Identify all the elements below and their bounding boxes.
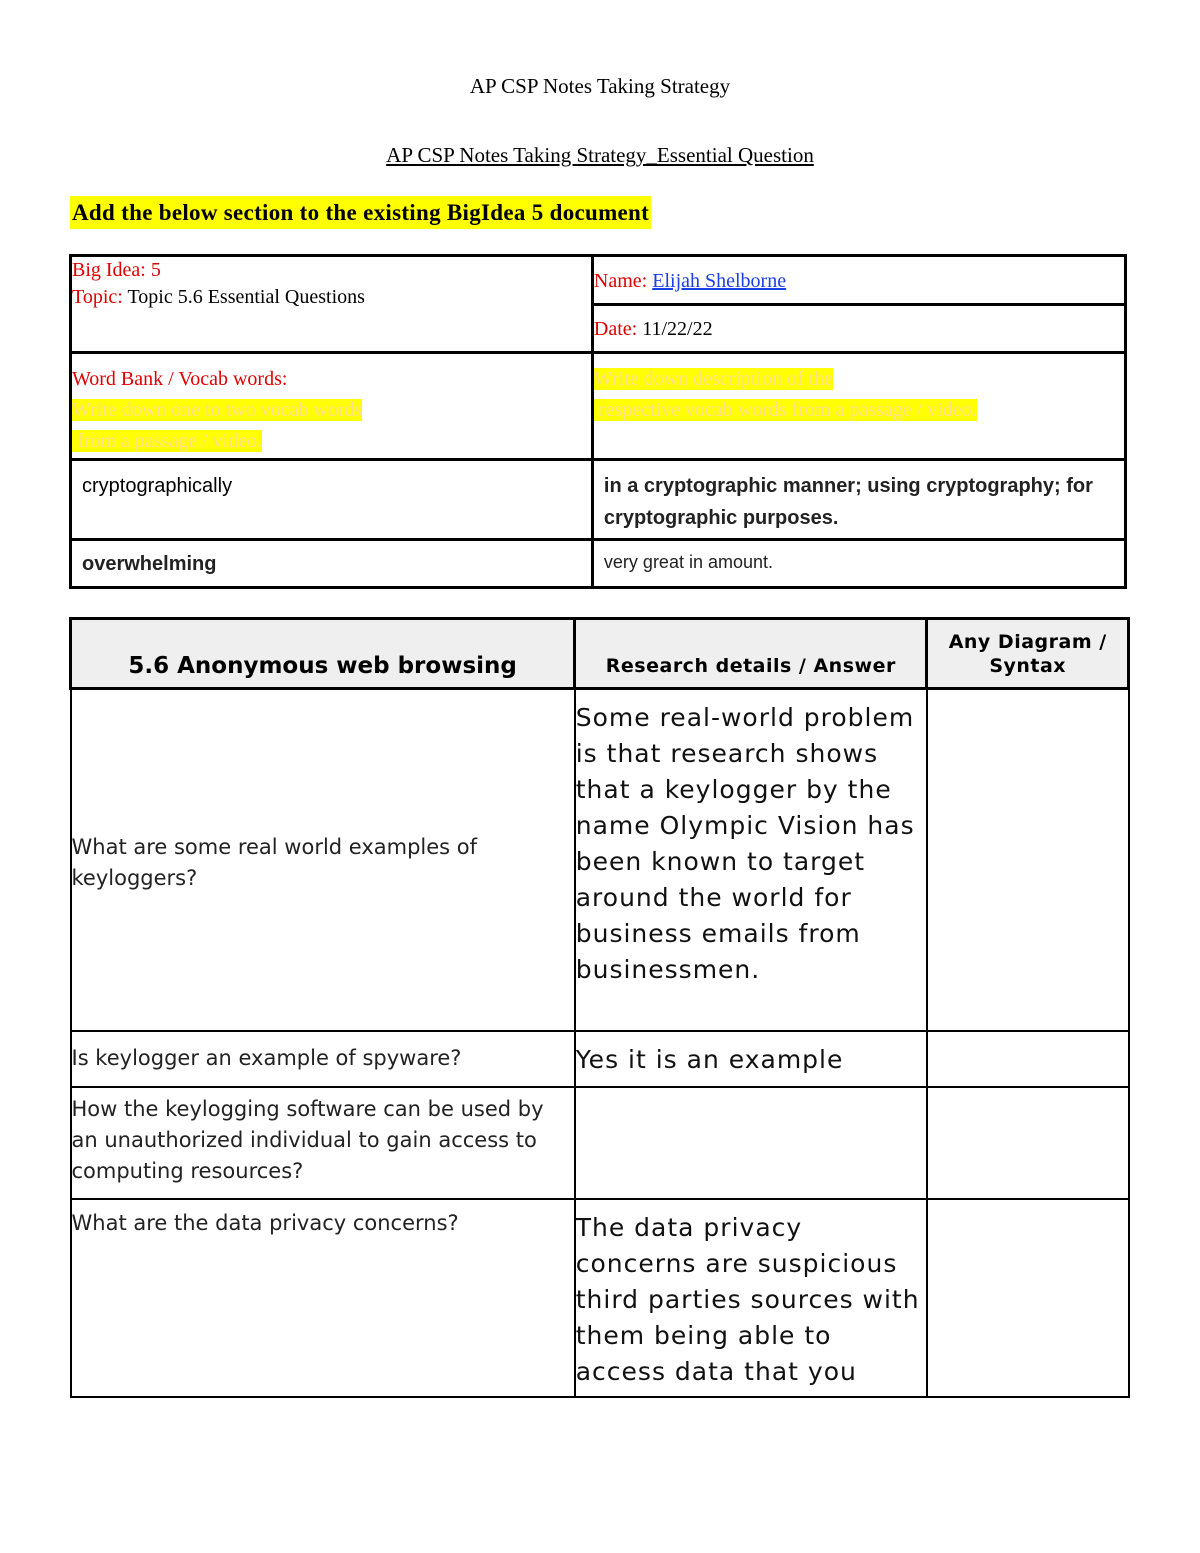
student-name-link[interactable]: Elijah Shelborne	[652, 270, 787, 292]
document-subtitle: AP CSP Notes Taking Strategy_Essential Question	[386, 143, 814, 167]
topic-value: Topic 5.6 Essential Questions	[127, 286, 365, 308]
name-label: Name:	[593, 270, 648, 292]
desc-instruction-2: respective vocab words from a passage / video.	[593, 399, 977, 421]
big-idea-topic-cell	[71, 256, 593, 353]
diagram-cell[interactable]	[927, 1031, 1129, 1087]
col-header-topic: 5.6 Anonymous web browsing	[71, 619, 575, 689]
vocab-definition: in a cryptographic manner; using cryptography; for cryptographic purposes.	[603, 475, 1093, 529]
table-row	[71, 1199, 1129, 1397]
answer-cell[interactable]: Some real-world problem is that research shows that a keylogger by the name Olympic Vision has been known to target around the world for business emails from businessmen.	[575, 689, 927, 1031]
big-idea-value: 5	[150, 259, 161, 281]
vocab-word: cryptographically	[82, 475, 233, 497]
desc-instruction-1: Write down description of the	[593, 368, 834, 390]
question-cell: What are some real world examples of keyloggers?	[71, 689, 575, 1031]
document-title: AP CSP Notes Taking Strategy	[469, 74, 731, 98]
col-header-diagram: Any Diagram / Syntax	[927, 619, 1129, 689]
vocab-instruction-1: Write down one to two vocab words	[72, 399, 363, 421]
vocab-heading: Word Bank / Vocab words:	[72, 368, 288, 390]
question-cell: How the keylogging software can be used by an unauthorized individual to gain access to computing resources?	[71, 1087, 575, 1199]
vocab-word-cell	[71, 540, 593, 588]
date-label: Date:	[593, 318, 638, 340]
topic-label: Topic:	[72, 286, 123, 308]
vocab-word-cell	[71, 460, 593, 540]
table-row	[71, 1031, 1129, 1087]
vocab-definition-cell	[592, 540, 1125, 588]
date-value: 11/22/22	[642, 318, 713, 340]
diagram-cell[interactable]	[927, 689, 1129, 1031]
answer-cell[interactable]: Yes it is an example	[575, 1031, 927, 1087]
vocab-heading-cell	[71, 353, 593, 460]
research-table	[69, 617, 1130, 1398]
vocab-definition-cell	[592, 460, 1125, 540]
table-row	[71, 689, 1129, 1031]
question-cell: What are the data privacy concerns?	[71, 1199, 575, 1397]
col-header-research: Research details / Answer	[575, 619, 927, 689]
date-cell	[592, 305, 1125, 353]
question-cell: Is keylogger an example of spyware?	[71, 1031, 575, 1087]
instruction-banner: Add the below section to the existing BigIdea 5 document	[70, 196, 651, 229]
vocab-desc-cell	[592, 353, 1125, 460]
big-idea-label: Big Idea:	[72, 259, 146, 281]
answer-cell[interactable]: The data privacy concerns are suspicious third parties sources with them being able to access data that you	[575, 1199, 927, 1397]
diagram-cell[interactable]	[927, 1087, 1129, 1199]
name-cell	[592, 256, 1125, 305]
diagram-cell[interactable]	[927, 1199, 1129, 1397]
vocab-word: overwhelming	[82, 553, 217, 575]
table-row	[71, 1087, 1129, 1199]
vocab-definition: very great in amount.	[603, 552, 774, 572]
vocab-instruction-2: from a passage / video.	[72, 430, 262, 452]
answer-cell[interactable]	[575, 1087, 927, 1199]
info-vocab-table	[69, 254, 1127, 589]
